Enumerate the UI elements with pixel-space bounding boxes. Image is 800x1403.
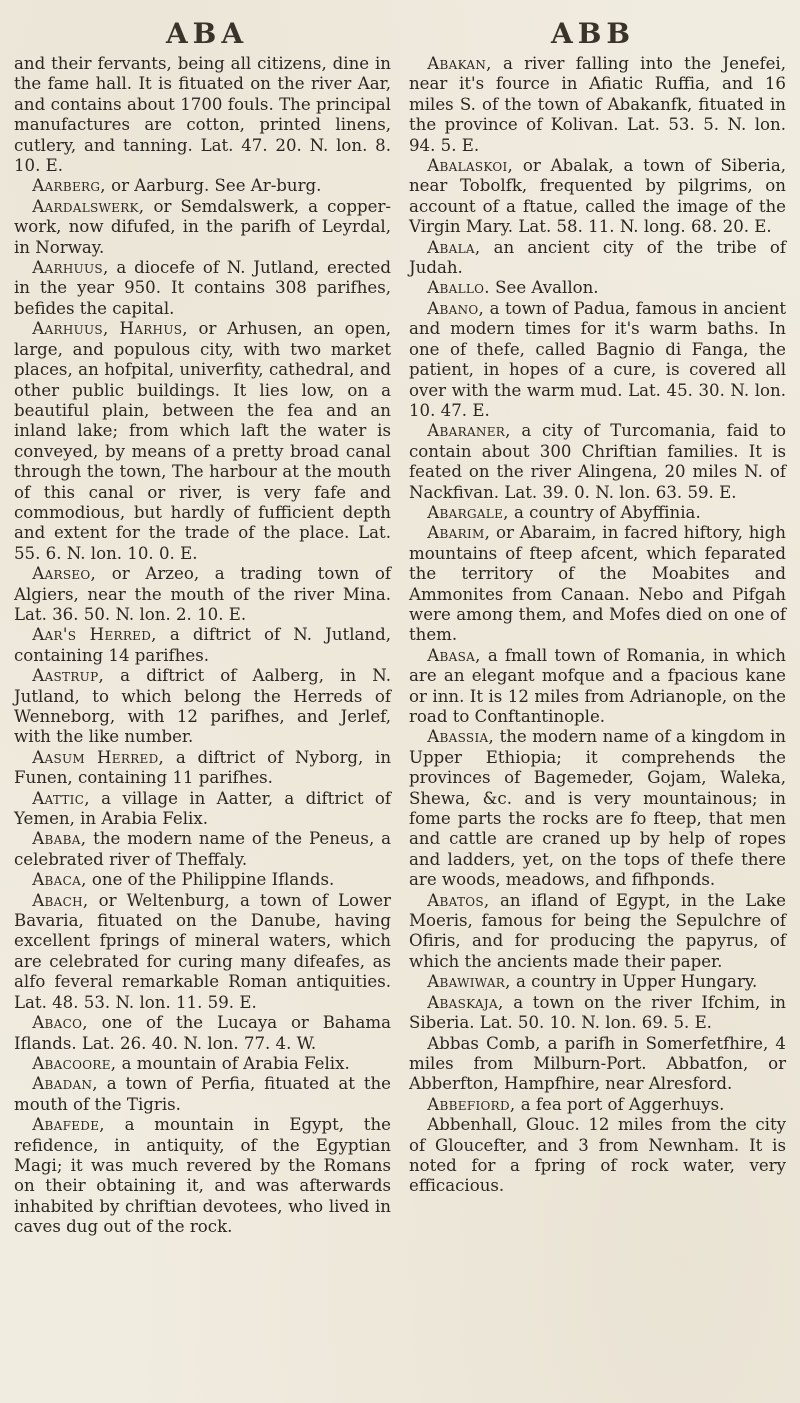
entry-text: a mountain in Egypt, the refidence, in antiquity, of the Egyptian Magi; it was much revered by the Romans on their obtaining it, and was afterwards inhabited by chriftian devotees, who lived in caves dug out of the rock. (14, 1115, 391, 1237)
entry-headword: Abasa, (427, 645, 481, 665)
running-head-left: ABA (165, 17, 249, 50)
entry-text: Abbas Comb, a parifh in Somerfetfhire, 4 miles from Milburn-Port. Abbatfon, or Abberfton, Hampfhire, near Alresford. (409, 1033, 786, 1094)
dictionary-entry (14, 564, 391, 625)
dictionary-entry (409, 972, 786, 992)
entry-text: a diftrict of Aalberg, in N. Jutland, to which belong the Herreds of Wenneborg, with 12 parifhes, and Jerlef, with the like number. (14, 666, 391, 747)
entry-headword: Abach, (32, 890, 89, 910)
dictionary-entry (409, 646, 786, 728)
dictionary-entry (14, 1074, 391, 1115)
entry-headword: Aballo. (427, 278, 490, 298)
entry-text: a diftrict of N. Jutland, containing 14 parifhes. (14, 625, 391, 665)
dictionary-entry (14, 1115, 391, 1237)
entry-headword: Abalaskoi, (427, 156, 514, 176)
entry-text: a fmall town of Romania, in which are an elegant mofque and a fpacious kane or inn. It is 12 miles from Adrianople, on the road to Conftantinople. (409, 645, 786, 726)
entry-text: a country of Abyffinia. (508, 502, 701, 522)
dictionary-entry (14, 666, 391, 748)
dictionary-entry (409, 993, 786, 1034)
dictionary-entry (14, 176, 391, 196)
dictionary-entry (14, 54, 391, 176)
dictionary-entry (409, 1034, 786, 1095)
dictionary-entry (14, 1054, 391, 1074)
entry-text: a town on the river Ifchim, in Siberia. Lat. 50. 10. N. lon. 69. 5. E. (409, 992, 786, 1033)
left-column (14, 54, 391, 1238)
entry-text: a town of Perfia, fituated at the mouth of the Tigris. (14, 1074, 391, 1114)
dictionary-entry (14, 870, 391, 890)
dictionary-entry (14, 319, 391, 564)
entry-headword: Abadan, (32, 1074, 98, 1094)
dictionary-entry (14, 258, 391, 319)
entry-text: and their fervants, being all citizens, dine in the fame hall. It is fituated on the river Aar, and contains about 1700 fouls. The principal manufactures are cotton, printed linens, cutlery, and tanning. Lat. 47. 20. N. lon. 8. 10. E. (14, 54, 391, 176)
dictionary-entry (14, 625, 391, 666)
entry-text: a diocefe of N. Jutland, erected in the year 950. It contains 308 parifhes, befides the capital. (14, 258, 391, 318)
dictionary-entry (14, 891, 391, 1013)
entry-text: or Arzeo, a trading town of Algiers, near the mouth of the river Mina. Lat. 36. 50. N. lon. 2. 10. E. (14, 564, 391, 624)
entry-text: a country in Upper Hungary. (510, 972, 758, 992)
dictionary-entry (409, 523, 786, 645)
dictionary-entry (409, 278, 786, 298)
entry-text: or Aarburg. See Ar-burg. (105, 176, 322, 196)
entry-headword: Aar's Herred, (32, 625, 157, 645)
entry-headword: Aastrup, (32, 666, 105, 686)
entry-text: an ifland of Egypt, in the Lake Moeris, famous for being the Sepulchre of Ofiris, and for producing the papyrus, of which the ancients made their paper. (409, 890, 786, 971)
entry-headword: Abatos, (427, 890, 490, 910)
entry-headword: Abakan, (427, 54, 492, 73)
entry-headword: Aarhuus, Harhus, (32, 319, 188, 339)
entry-text: a mountain of Arabia Felix. (116, 1053, 350, 1073)
dictionary-entry (14, 748, 391, 789)
dictionary-entry (409, 156, 786, 238)
entry-headword: Abaca, (32, 870, 87, 890)
entry-text: Abbenhall, Glouc. 12 miles from the city of Gloucefter, and 3 from Newnham. It is noted for a fpring of rock water, very efficacious. (409, 1115, 786, 1196)
dictionary-entry (409, 421, 786, 503)
entry-text: a diftrict of Nyborg, in Funen, containing 11 parifhes. (14, 747, 392, 788)
dictionary-entry (409, 1095, 786, 1115)
entry-headword: Abarim, (427, 523, 491, 543)
dictionary-entry (409, 891, 786, 973)
entry-headword: Abaraner, (427, 421, 511, 441)
entry-headword: Aasum Herred, (32, 747, 165, 767)
dictionary-entry (409, 1115, 786, 1197)
entry-text: or Abalak, a town of Siberia, near Tobolfk, frequented by pilgrims, on account of a ftatue, called the image of the Virgin Mary. Lat. 58. 11. N. long. 68. 20. E. (409, 156, 786, 237)
entry-text: a town of Padua, famous in ancient and modern times for it's warm baths. In one of thefe, called Bagnio di Fanga, the patient, in hopes of a cure, is covered all over with the warm mud. Lat. 45. 30. N. lon. 10. 47. E. (409, 298, 786, 420)
running-header (14, 6, 786, 50)
dictionary-entry (14, 829, 391, 870)
entry-text: an ancient city of the tribe of Judah. (409, 237, 786, 278)
running-head-right: ABB (550, 17, 636, 50)
dictionary-entry (14, 1013, 391, 1054)
dictionary-entry (409, 299, 786, 421)
entry-headword: Abaco, (32, 1013, 88, 1033)
entry-headword: Abassia, (427, 727, 495, 747)
entry-text: the modern name of the Peneus, a celebrated river of Theffaly. (14, 829, 391, 869)
entry-headword: Aattic, (32, 788, 90, 808)
entry-text: or Abaraim, in facred hiftory, high mountains of fteep afcent, which feparated the territory of the Moabites and Ammonites from Canaan. Nebo and Pifgah were among them, and Mofes died on one of them. (409, 523, 786, 645)
entry-headword: Abacoore, (32, 1053, 117, 1073)
entry-text: one of the Philippine Iflands. (86, 870, 335, 890)
entry-text: or Weltenburg, a town of Lower Bavaria, fituated on the Danube, having excellent fprings of mineral waters, which are celebrated for curing many difeafes, as alfo feveral remarkable Roman antiquities. Lat. 48. 53. N. lon. 11. 59. E. (14, 890, 391, 1012)
entry-text: a city of Turcomania, faid to contain about 300 Chriftian families. It is feated on the river Alingena, 20 miles N. of Nackfivan. Lat. 39. 0. N. lon. 63. 59. E. (409, 421, 786, 502)
text-columns (14, 54, 786, 1238)
dictionary-entry (14, 197, 391, 258)
entry-headword: Abala, (427, 237, 481, 257)
dictionary-entry (409, 238, 786, 279)
entry-headword: Ababa, (32, 829, 87, 849)
entry-headword: Abawiwar, (427, 972, 511, 992)
entry-text: or Arhusen, an open, large, and populous city, with two market places, an hofpital, univerfity, cathedral, and other public buildings. It lies low, on a beautiful plain, between the fea and an inland lake; from which laft the water is conveyed, by means of a pretty broad canal through the town, The harbour at the mouth of this canal or river, is very fafe and commodious, but hardly of fufficient depth and extent for the trade of the place. Lat. 55. 6. N. lon. 10. 0. E. (14, 319, 391, 563)
right-column (409, 54, 786, 1238)
dictionary-entry (409, 54, 786, 156)
entry-text: or Semdalswerk, a copper-work, now difufed, in the parifh of Leyrdal, in Norway. (14, 196, 391, 257)
entry-headword: Abafede, (32, 1115, 105, 1135)
entry-headword: Abbefiord, (427, 1094, 516, 1114)
entry-text: one of the Lucaya or Bahama Iflands. Lat. 26. 40. N. lon. 77. 4. W. (14, 1013, 391, 1053)
dictionary-entry (409, 503, 786, 523)
entry-headword: Aarseo, (32, 564, 97, 584)
entry-text: a fea port of Aggerhuys. (515, 1094, 725, 1114)
entry-headword: Aardalswerk, (32, 196, 145, 216)
dictionary-entry (409, 727, 786, 890)
entry-headword: Abargale, (427, 502, 509, 522)
entry-headword: Aarberg, (32, 176, 106, 196)
entry-text: a river falling into the Jenefei, near it's fource in Afiatic Ruffia, and 16 miles S. of the town of Abakanfk, fituated in the province of Kolivan. Lat. 53. 5. N. lon. 94. 5. E. (409, 54, 786, 155)
dictionary-entry (14, 789, 391, 830)
entry-text: the modern name of a kingdom in Upper Ethiopia; it comprehends the provinces of Bagemeder, Gojam, Waleka, Shewa, &c. and is very mountainous; in fome parts the rocks are fo fteep, that men and cattle are craned up by help of ropes and ladders, yet, on the tops of thefe there are woods, meadows, and fifhponds. (409, 727, 786, 890)
entry-text: a village in Aatter, a diftrict of Yemen, in Arabia Felix. (14, 788, 391, 829)
entry-headword: Abano, (427, 298, 485, 318)
entry-headword: Aarhuus, (32, 258, 109, 278)
entry-text: See Avallon. (489, 278, 599, 298)
entry-headword: Abaskaja, (427, 992, 504, 1012)
